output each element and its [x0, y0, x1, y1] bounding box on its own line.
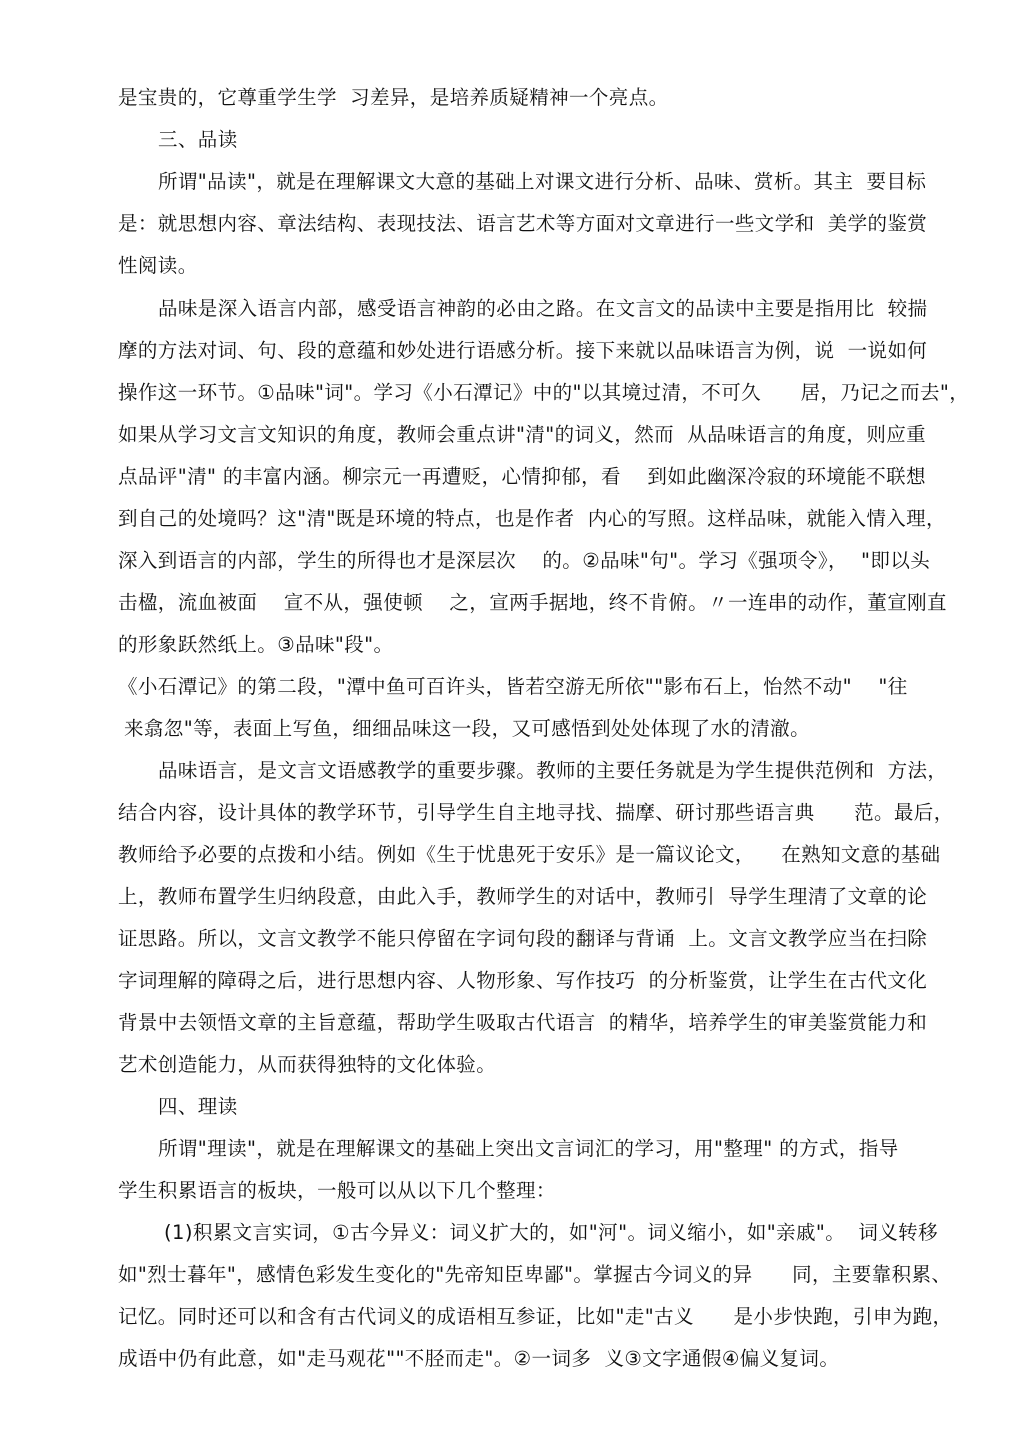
text-line: 记忆。同时还可以和含有古代词义的成语相互参证，比如"走"古义 是小步快跑，引申为跑，: [118, 1305, 953, 1328]
text-line: 深入到语言的内部，学生的所得也才是深层次 的。②品味"句"。学习《强项令》， "即以头: [118, 549, 931, 572]
text-line: 的形象跃然纸上。③品味"段"。: [118, 633, 394, 656]
text-line: (1)积累文言实词，①古今异义：词义扩大的，如"河"。词义缩小，如"亲戚"。 词义转移: [164, 1221, 938, 1244]
text-line: 艺术创造能力，从而获得独特的文化体验。: [118, 1053, 497, 1076]
text-line: 学生积累语言的板块，一般可以从以下几个整理：: [118, 1179, 556, 1202]
text-line: 所谓"品读"，就是在理解课文大意的基础上对课文进行分析、品味、赏析。其主 要目标: [158, 170, 927, 193]
text-line: 字词理解的障碍之后，进行思想内容、人物形象、写作技巧 的分析鉴赏，让学生在古代文化: [118, 969, 928, 992]
text-line: 如果从学习文言文知识的角度，教师会重点讲"清"的词义，然而 从品味语言的角度，则应重: [118, 423, 927, 446]
text-line: 《小石潭记》的第二段，"潭中鱼可百许头，皆若空游无所依""影布石上，怡然不动" "往: [118, 675, 908, 698]
text-line: 上，教师布置学生归纳段意，由此入手，教师学生的对话中，教师引 导学生理清了文章的论: [118, 885, 928, 908]
text-line: 品味是深入语言内部，感受语言神韵的必由之路。在文言文的品读中主要是指用比 较揣: [158, 297, 928, 320]
text-line: 如"烈士暮年"，感情色彩发生变化的"先帝知臣卑鄙"。掌握古今词义的异 同，主要靠积累、: [118, 1263, 952, 1286]
text-line: 品味语言，是文言文语感教学的重要步骤。教师的主要任务就是为学生提供范例和 方法，: [158, 759, 948, 782]
text-line: 是宝贵的，它尊重学生学 习差异，是培养质疑精神一个亮点。: [118, 86, 669, 109]
text-line: 点品评"清" 的丰富内涵。柳宗元一再遭贬，心情抑郁，看 到如此幽深冷寂的环境能不联想: [118, 465, 926, 488]
text-line: 摩的方法对词、句、段的意蕴和妙处进行语感分析。接下来就以品味语言为例，说 一说如何: [118, 339, 928, 362]
text-line: 击楹，流血被面 宣不从，强使顿 之，宣两手据地，终不肯俯。〃一连串的动作，董宣刚直: [118, 591, 947, 614]
text-line: 结合内容，设计具体的教学环节，引导学生自主地寻找、揣摩、研讨那些语言典 范。最后，: [118, 801, 954, 824]
text-line: 证思路。所以，文言文教学不能只停留在字词句段的翻译与背诵 上。文言文教学应当在扫除: [118, 927, 928, 950]
text-line: 到自己的处境吗？这"清"既是环境的特点，也是作者 内心的写照。这样品味，就能入情入理，: [118, 507, 946, 530]
text-line: 性阅读。: [118, 254, 198, 277]
section-heading: 三、品读: [158, 128, 238, 151]
section-heading: 四、理读: [158, 1095, 238, 1118]
text-line: 来翕忽"等，表面上写鱼，细细品味这一段，又可感悟到处处体现了水的清澈。: [124, 717, 810, 740]
text-line: 操作这一环节。①品味"词"。学习《小石潭记》中的"以其境过清，不可久 居，乃记之而去"，: [118, 381, 970, 404]
text-line: 成语中仍有此意，如"走马观花""不胫而走"。②一词多 义③文字通假④偏义复词。: [118, 1347, 840, 1370]
text-line: 教师给予必要的点拨和小结。例如《生于忧患死于安乐》是一篇议论文， 在熟知文意的基础: [118, 843, 941, 866]
text-line: 所谓"理读"，就是在理解课文的基础上突出文言词汇的学习，用"整理" 的方式，指导: [158, 1137, 899, 1160]
text-line: 背景中去领悟文章的主旨意蕴，帮助学生吸取古代语言 的精华，培养学生的审美鉴赏能力和: [118, 1011, 928, 1034]
text-line: 是：就思想内容、章法结构、表现技法、语言艺术等方面对文章进行一些文学和 美学的鉴赏: [118, 212, 928, 235]
